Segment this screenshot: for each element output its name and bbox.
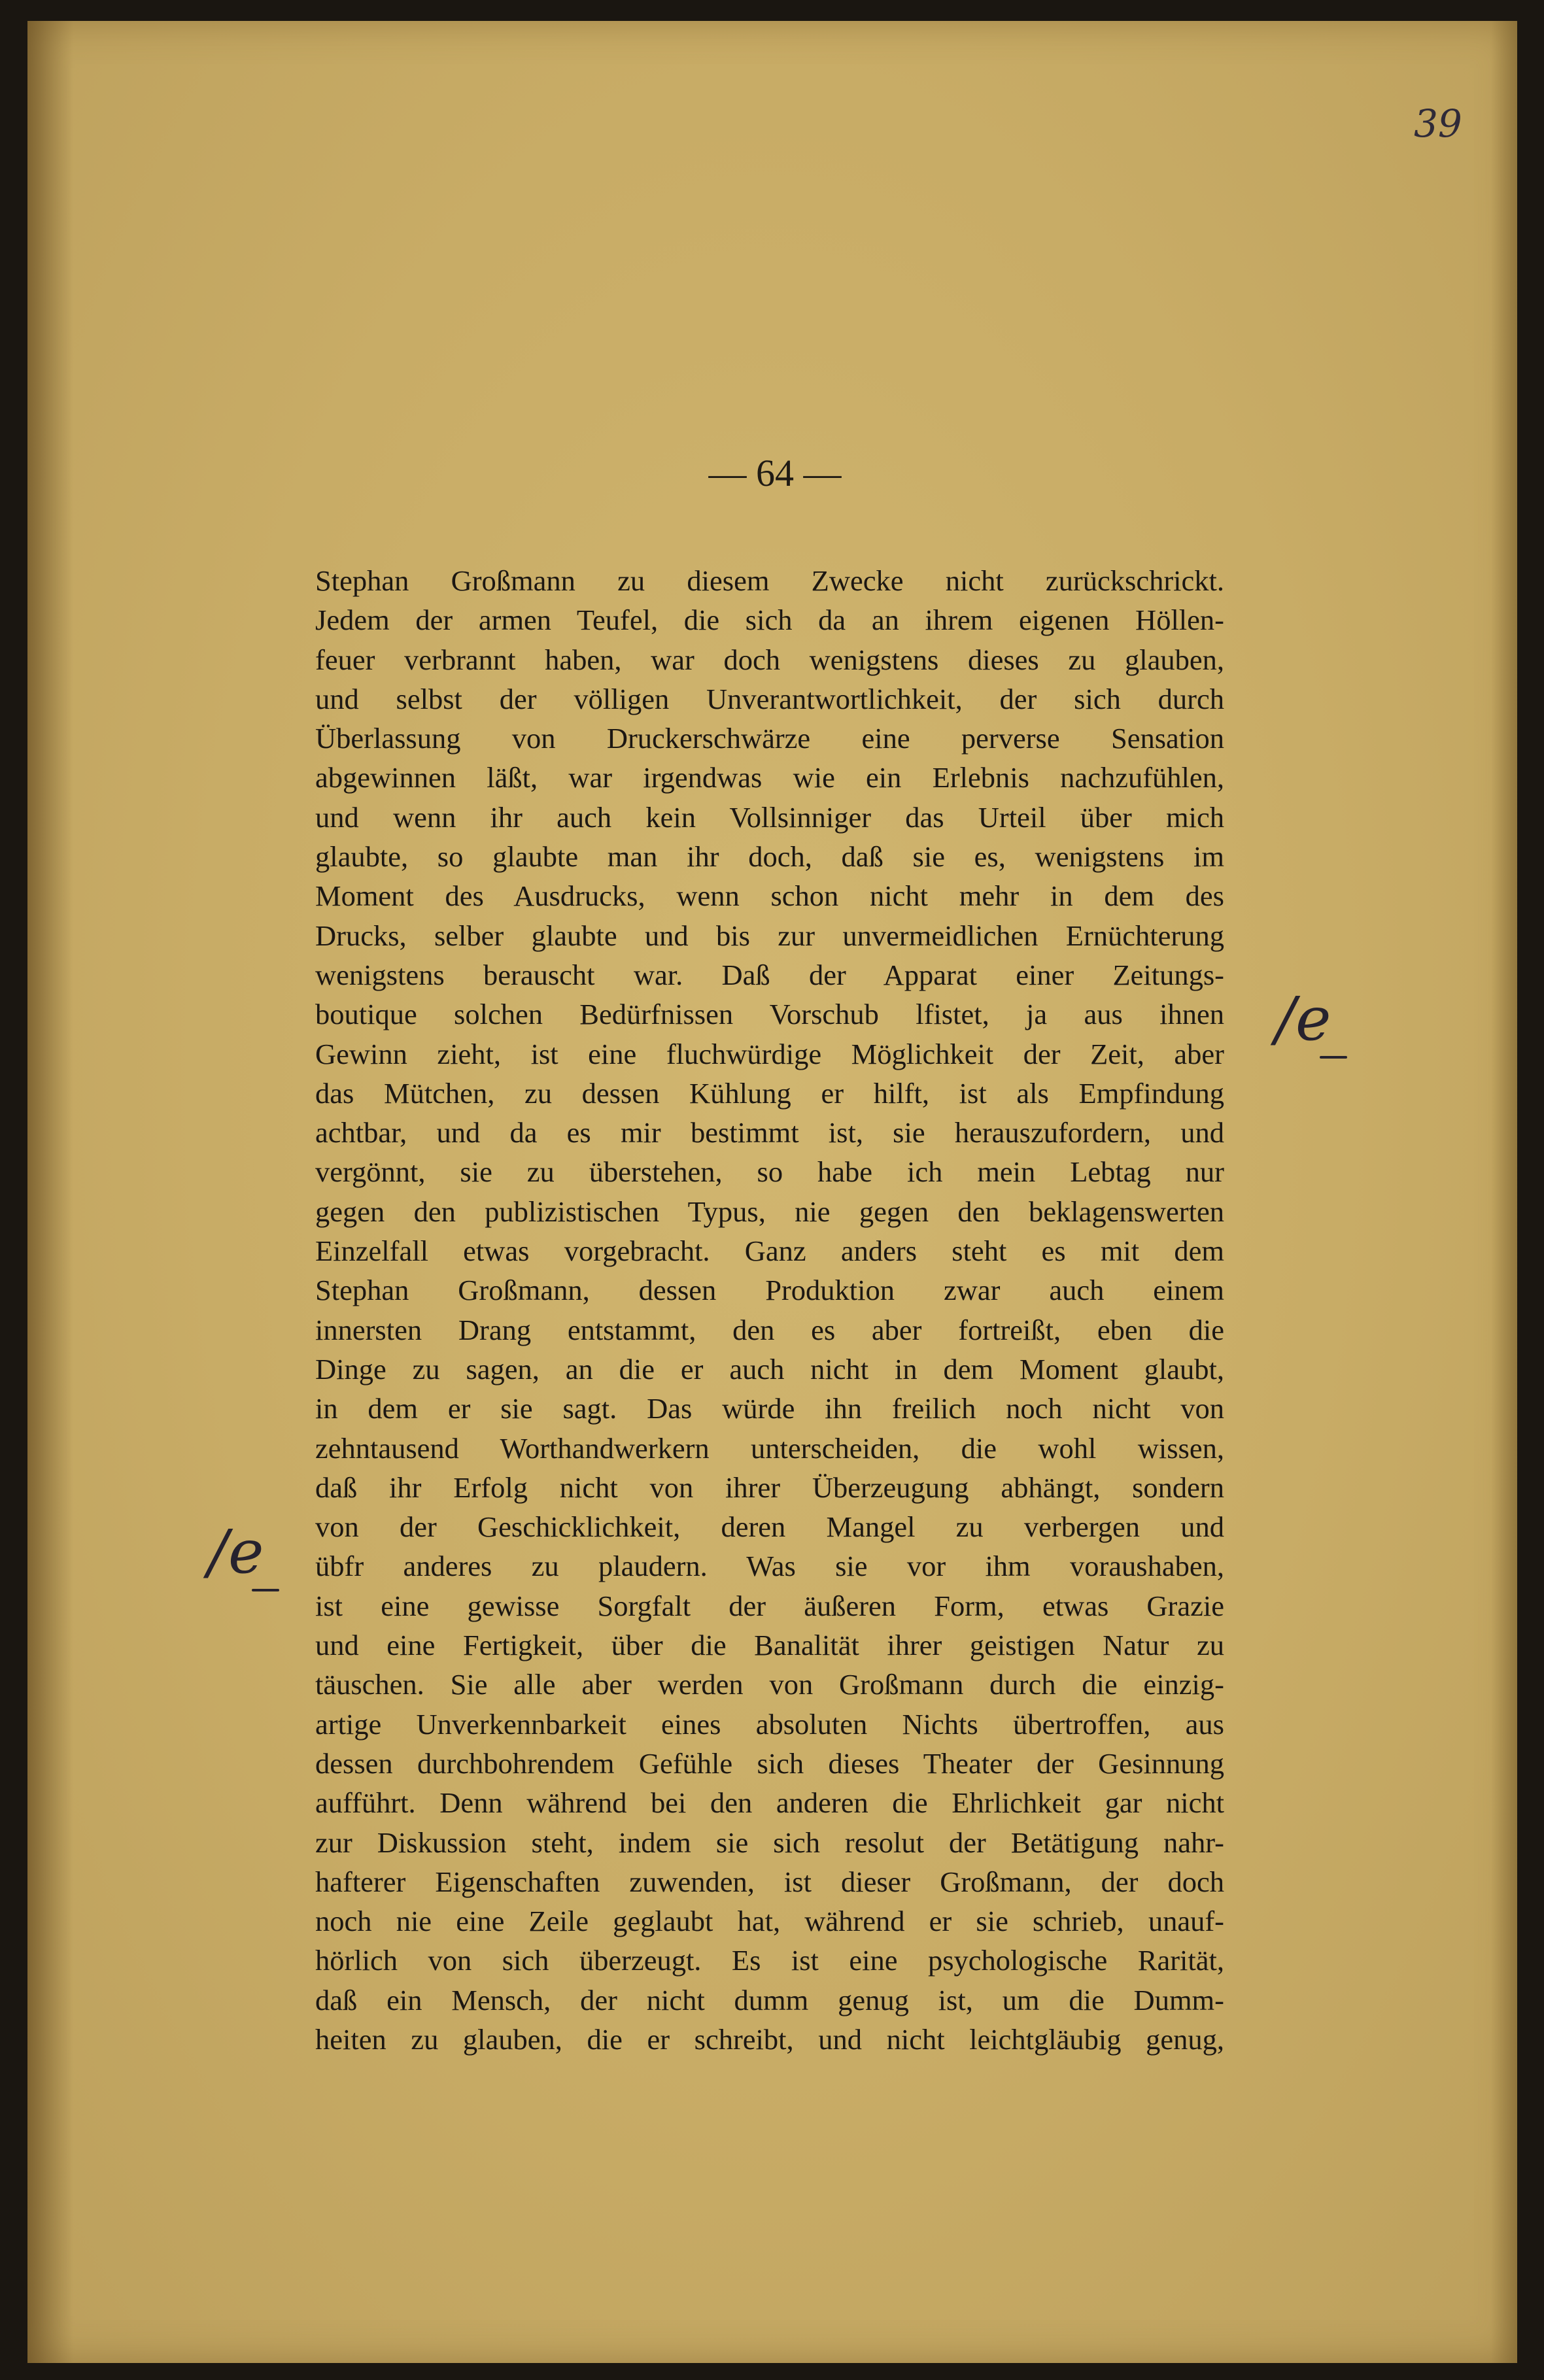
- text-line: und wenn ihr auch kein Vollsinniger das Urteil über mich: [315, 800, 1224, 834]
- text-line: Überlassung von Druckerschwärze eine perverse Sensation: [315, 722, 1224, 755]
- text-line: Dinge zu sagen, an die er auch nicht in dem Moment glaubt,: [315, 1352, 1224, 1386]
- text-line: heiten zu glauben, die er schreibt, und nicht leichtgläubig genug,: [315, 2022, 1224, 2056]
- text-line: Jedem der armen Teufel, die sich da an ihrem eigenen Höllen-: [315, 604, 1224, 637]
- text-line: zehntausend Worthandwerkern unterscheiden, die wohl wissen,: [315, 1431, 1224, 1465]
- text-line: achtbar, und da es mir bestimmt ist, sie herauszufordern, und: [315, 1116, 1224, 1149]
- text-line: wenigstens berauscht war. Daß der Apparat einer Zeitungs-: [315, 958, 1224, 991]
- page-number: — 64 —: [708, 452, 842, 494]
- text-line: vergönnt, sie zu überstehen, so habe ich mein Lebtag nur: [315, 1155, 1224, 1189]
- text-line: Gewinn zieht, ist eine fluchwürdige Möglichkeit der Zeit, aber: [315, 1037, 1224, 1070]
- body-text: [315, 561, 1224, 2059]
- text-line: boutique solchen Bedürfnissen Vorschub lfistet, ja aus ihnen: [315, 998, 1224, 1031]
- text-line: und eine Fertigkeit, über die Banalität ihrer geistigen Natur zu: [315, 1629, 1224, 1662]
- correction-underline: [1320, 1056, 1347, 1059]
- margin-correction-mark-right: /e: [1275, 984, 1331, 1054]
- page-edge: [1491, 21, 1517, 2363]
- text-line: gegen den publizistischen Typus, nie gegen den beklagenswerten: [315, 1195, 1224, 1228]
- text-line: noch nie eine Zeile geglaubt hat, während er sie schrieb, unauf-: [315, 1905, 1224, 1938]
- text-line: Stephan Großmann, dessen Produktion zwar auch einem: [315, 1274, 1224, 1307]
- text-line: und selbst der völligen Unverantwortlichkeit, der sich durch: [315, 682, 1224, 715]
- text-line: hörlich von sich überzeugt. Es ist eine psychologische Rarität,: [315, 1944, 1224, 1977]
- correction-underline: [252, 1589, 279, 1591]
- margin-correction-mark-left: /e: [208, 1517, 264, 1587]
- text-line: aufführt. Denn während bei den anderen die Ehrlichkeit gar nicht: [315, 1786, 1224, 1820]
- gutter-shadow: [27, 21, 73, 2363]
- text-line: abgewinnen läßt, war irgendwas wie ein Erlebnis nachzufühlen,: [315, 761, 1224, 794]
- text-line: Einzelfall etwas vorgebracht. Ganz anders steht es mit dem: [315, 1234, 1224, 1268]
- text-line: artige Unverkennbarkeit eines absoluten Nichts übertroffen, aus: [315, 1707, 1224, 1741]
- text-line: daß ihr Erfolg nicht von ihrer Überzeugung abhängt, sondern: [315, 1470, 1224, 1504]
- text-line: hafterer Eigenschaften zuwenden, ist dieser Großmann, der doch: [315, 1865, 1224, 1898]
- text-line: ist eine gewisse Sorgfalt der äußeren Form, etwas Grazie: [315, 1589, 1224, 1622]
- text-line: glaubte, so glaubte man ihr doch, daß sie es, wenigstens im: [315, 840, 1224, 874]
- text-line: Moment des Ausdrucks, wenn schon nicht mehr in dem des: [315, 879, 1224, 913]
- text-line: Drucks, selber glaubte und bis zur unvermeidlichen Ernüchterung: [315, 919, 1224, 952]
- text-line: daß ein Mensch, der nicht dumm genug ist, um die Dumm-: [315, 1983, 1224, 2016]
- text-line: zur Diskussion steht, indem sie sich resolut der Betätigung nahr-: [315, 1826, 1224, 1859]
- text-line: Stephan Großmann zu diesem Zwecke nicht zurückschrickt.: [315, 564, 1224, 597]
- text-line: feuer verbrannt haben, war doch wenigstens dieses zu glauben,: [315, 643, 1224, 676]
- handwritten-folio-number: 39: [1414, 101, 1462, 146]
- text-line: in dem er sie sagt. Das würde ihn freilich noch nicht von: [315, 1392, 1224, 1425]
- text-line: innersten Drang entstammt, den es aber fortreißt, eben die: [315, 1313, 1224, 1346]
- text-line: von der Geschicklichkeit, deren Mangel zu verbergen und: [315, 1510, 1224, 1544]
- text-line: täuschen. Sie alle aber werden von Großmann durch die einzig-: [315, 1668, 1224, 1701]
- text-line: das Mütchen, zu dessen Kühlung er hilft, ist als Empfindung: [315, 1076, 1224, 1110]
- text-line: übfr anderes zu plaudern. Was sie vor ihm voraushaben,: [315, 1550, 1224, 1583]
- text-line: dessen durchbohrendem Gefühle sich dieses Theater der Gesinnung: [315, 1746, 1224, 1780]
